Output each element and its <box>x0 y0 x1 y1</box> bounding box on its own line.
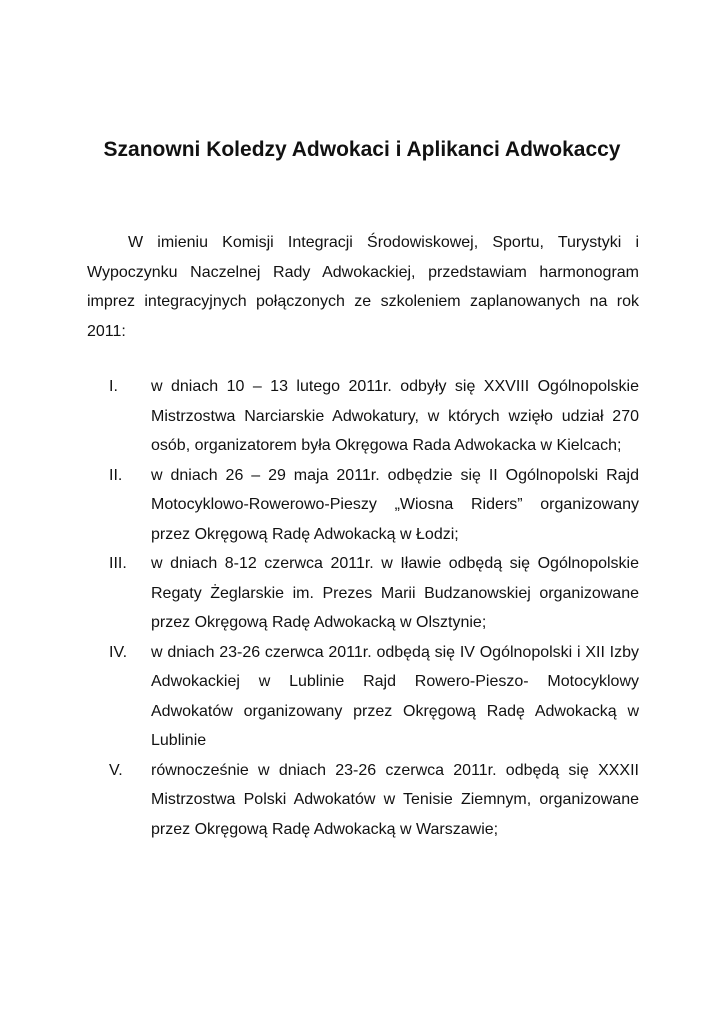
list-numeral: IV. <box>109 643 128 661</box>
list-item <box>87 372 639 461</box>
list-item <box>87 638 639 756</box>
event-schedule-list <box>87 372 639 844</box>
list-item <box>87 549 639 638</box>
list-item-text: równocześnie w dniach 23-26 czerwca 2011r. odbędą się XXXII Mistrzostwa Polski Adwokatów w Tenisie Ziemnym, organizowane przez Okręgową Radę Adwokacką w Warszawie; <box>151 761 639 838</box>
list-numeral: III. <box>109 555 127 572</box>
list-numeral: II. <box>109 466 123 484</box>
document-title: Szanowni Koledzy Adwokaci i Aplikanci Adwokaccy <box>103 138 621 161</box>
list-item-text: w dniach 8-12 czerwca 2011r. w Iławie odbędą się Ogólnopolskie Regaty Żeglarskie im. Prezes Marii Budzanowskiej organizowane przez Okręgową Radę Adwokacką w Olsztynie; <box>151 555 639 631</box>
list-item-text: w dniach 23-26 czerwca 2011r. odbędą się IV Ogólnopolski i XII Izby Adwokackiej w Lublinie Rajd Rowero-Pieszo- Motocyklowy Adwokatów organizowany przez Okręgową Radę Adwokacką w Lublinie <box>151 643 639 749</box>
list-item-text: w dniach 26 – 29 maja 2011r. odbędzie się II Ogólnopolski Rajd Motocyklowo-Rowerowo-Pieszy „Wiosna Riders” organizowany przez Okręgową Radę Adwokacką w Łodzi; <box>151 466 639 543</box>
list-numeral: V. <box>109 761 123 779</box>
list-item <box>87 461 639 550</box>
list-item <box>87 756 639 845</box>
list-item-text: w dniach 10 – 13 lutego 2011r. odbyły się XXVIII Ogólnopolskie Mistrzostwa Narciarskie Adwokatury, w których wzięło udział 270 osób, organizatorem była Okręgowa Rada Adwokacka w Kielcach; <box>151 378 639 454</box>
list-numeral: I. <box>109 378 118 395</box>
intro-paragraph: W imieniu Komisji Integracji Środowiskowej, Sportu, Turystyki i Wypoczynku Naczelnej Rady Adwokackiej, przedstawiam harmonogram imprez integracyjnych połączonych ze szkoleniem zaplanowanych na rok 2011: <box>87 234 639 340</box>
